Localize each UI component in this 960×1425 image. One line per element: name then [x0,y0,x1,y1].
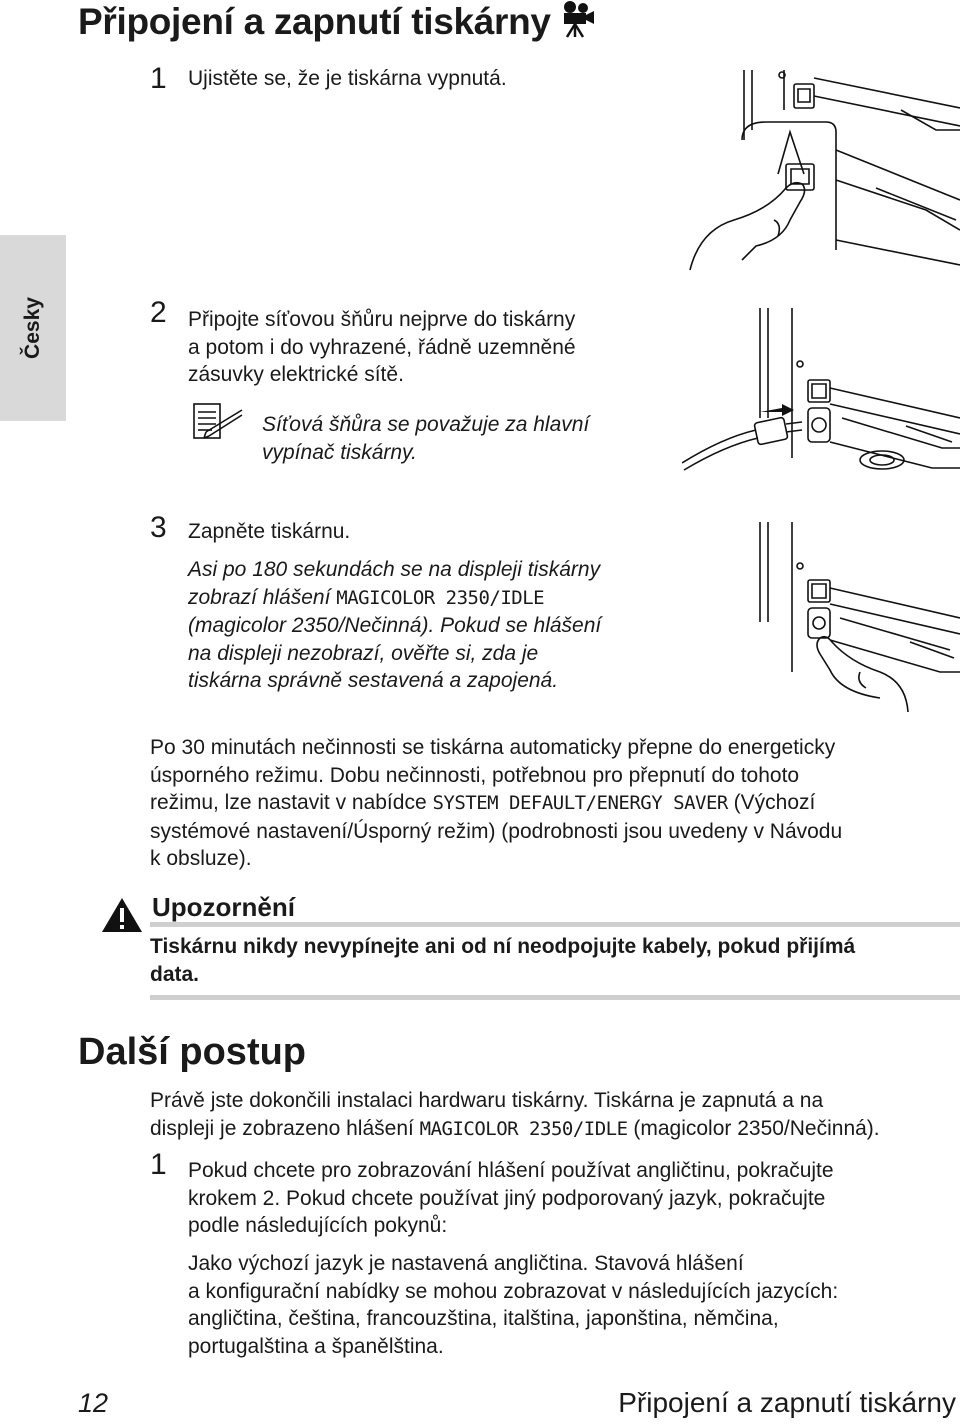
step-1-text: Ujistěte se, že je tiskárna vypnutá. [188,67,507,90]
caution-bottom-rule [150,995,960,1000]
note-line: Síťová šňůra se považuje za hlavní [262,413,590,436]
energy-line [150,789,842,818]
step-3-detail-line: tiskárna správně sestavená a zapojená. [188,669,559,692]
step-3-detail-line: Asi po 180 sekundách se na displeji tiskárny [188,558,601,581]
power-on-illustration [680,522,960,712]
step-3-number: 3 [150,511,167,544]
step-2-number: 2 [150,296,167,329]
caution-title: Upozornění [152,892,295,922]
section-intro-prefix: displeji je zobrazeno hlášení [150,1116,420,1140]
step-2-text [188,306,576,389]
step-2-line: zásuvky elektrické sítě. [188,363,404,386]
caution-line: data. [150,963,200,986]
language-info [188,1250,838,1360]
energy-line: úsporného režimu. Dobu nečinnosti, potřebnou pro přepnutí do tohoto [150,763,800,787]
step-2-line: Připojte síťovou šňůru nejprve do tiskárny [188,308,576,331]
language-info-line: portugalština a španělština. [188,1334,444,1358]
language-info-line: angličtina, čeština, francouzština, italština, japonština, němčina, [188,1307,779,1330]
page-number: 12 [78,1388,109,1418]
note-pencil-icon [192,398,244,442]
display-message-code: MAGICOLOR 2350/IDLE [419,1117,628,1140]
printer-power-switch-illustration [686,70,960,280]
caution-line: Tiskárnu nikdy nevypínejte ani od ní neodpojujte kabely, pokud přijímá [150,935,856,958]
caution-text [150,933,855,989]
menu-path-code: SYSTEM DEFAULT/ENERGY SAVER [432,792,728,814]
step-3-detail-line [188,584,601,613]
step-3-detail-line: na displeji nezobrazí, ověřte si, zda je [188,641,539,665]
power-cord-illustration [682,308,960,478]
display-message-code: MAGICOLOR 2350/IDLE [336,586,545,609]
section-intro [150,1087,880,1143]
page-title-text: Připojení a zapnutí tiskárny [78,1,551,42]
section-intro-suffix: (magicolor 2350/Nečinná). [627,1116,880,1140]
step-3-detail-prefix: zobrazí hlášení [188,585,337,609]
language-side-tab-label: Česky [21,297,44,359]
next-step-1-number: 1 [150,1148,167,1181]
step-3-detail-line: (magicolor 2350/Nečinná). Pokud se hlášení [188,614,602,637]
note-text [262,411,589,466]
language-info-line: Jako výchozí jazyk je nastavená angličtina. Stavová hlášení [188,1252,744,1275]
section-intro-line: Právě jste dokončili instalaci hardwaru tiskárny. Tiskárna je zapnutá a na [150,1089,824,1112]
footer-title: Připojení a zapnutí tiskárny [618,1387,956,1418]
language-info-line: a konfigurační nabídky se mohou zobrazovat v následujících jazycích: [188,1279,839,1303]
step-2-line: a potom i do vyhrazené, řádně uzemněné [188,335,576,359]
movie-camera-icon [561,0,595,48]
energy-line: k obsluze). [150,847,252,870]
next-step-1-line: krokem 2. Pokud chcete používat jiný podporovaný jazyk, pokračujte [188,1186,826,1210]
step-3-detail [188,556,601,695]
next-step-1-text [188,1157,834,1240]
next-step-1-line: Pokud chcete pro zobrazování hlášení používat angličtinu, pokračujte [188,1159,834,1182]
energy-line-suffix: (Výchozí [727,791,816,814]
note-line: vypínač tiskárny. [262,440,417,464]
section-intro-line [150,1115,880,1144]
warning-triangle-icon [100,896,144,934]
energy-saver-paragraph [150,734,842,873]
step-1-number: 1 [150,62,167,95]
energy-line-prefix: režimu, lze nastavit v nabídce [150,791,433,814]
energy-line: Po 30 minutách nečinnosti se tiskárna automaticky přepne do energeticky [150,736,836,759]
step-3-text: Zapněte tiskárnu. [188,520,351,543]
next-step-1-line: podle následujících pokynů: [188,1214,448,1237]
energy-line: systémové nastavení/Úsporný režim) (podrobnosti jsou uvedeny v Návodu [150,819,843,843]
page-title [78,0,595,48]
language-side-tab [0,235,66,421]
caution-top-rule [150,922,960,927]
section-title: Další postup [78,1031,307,1073]
